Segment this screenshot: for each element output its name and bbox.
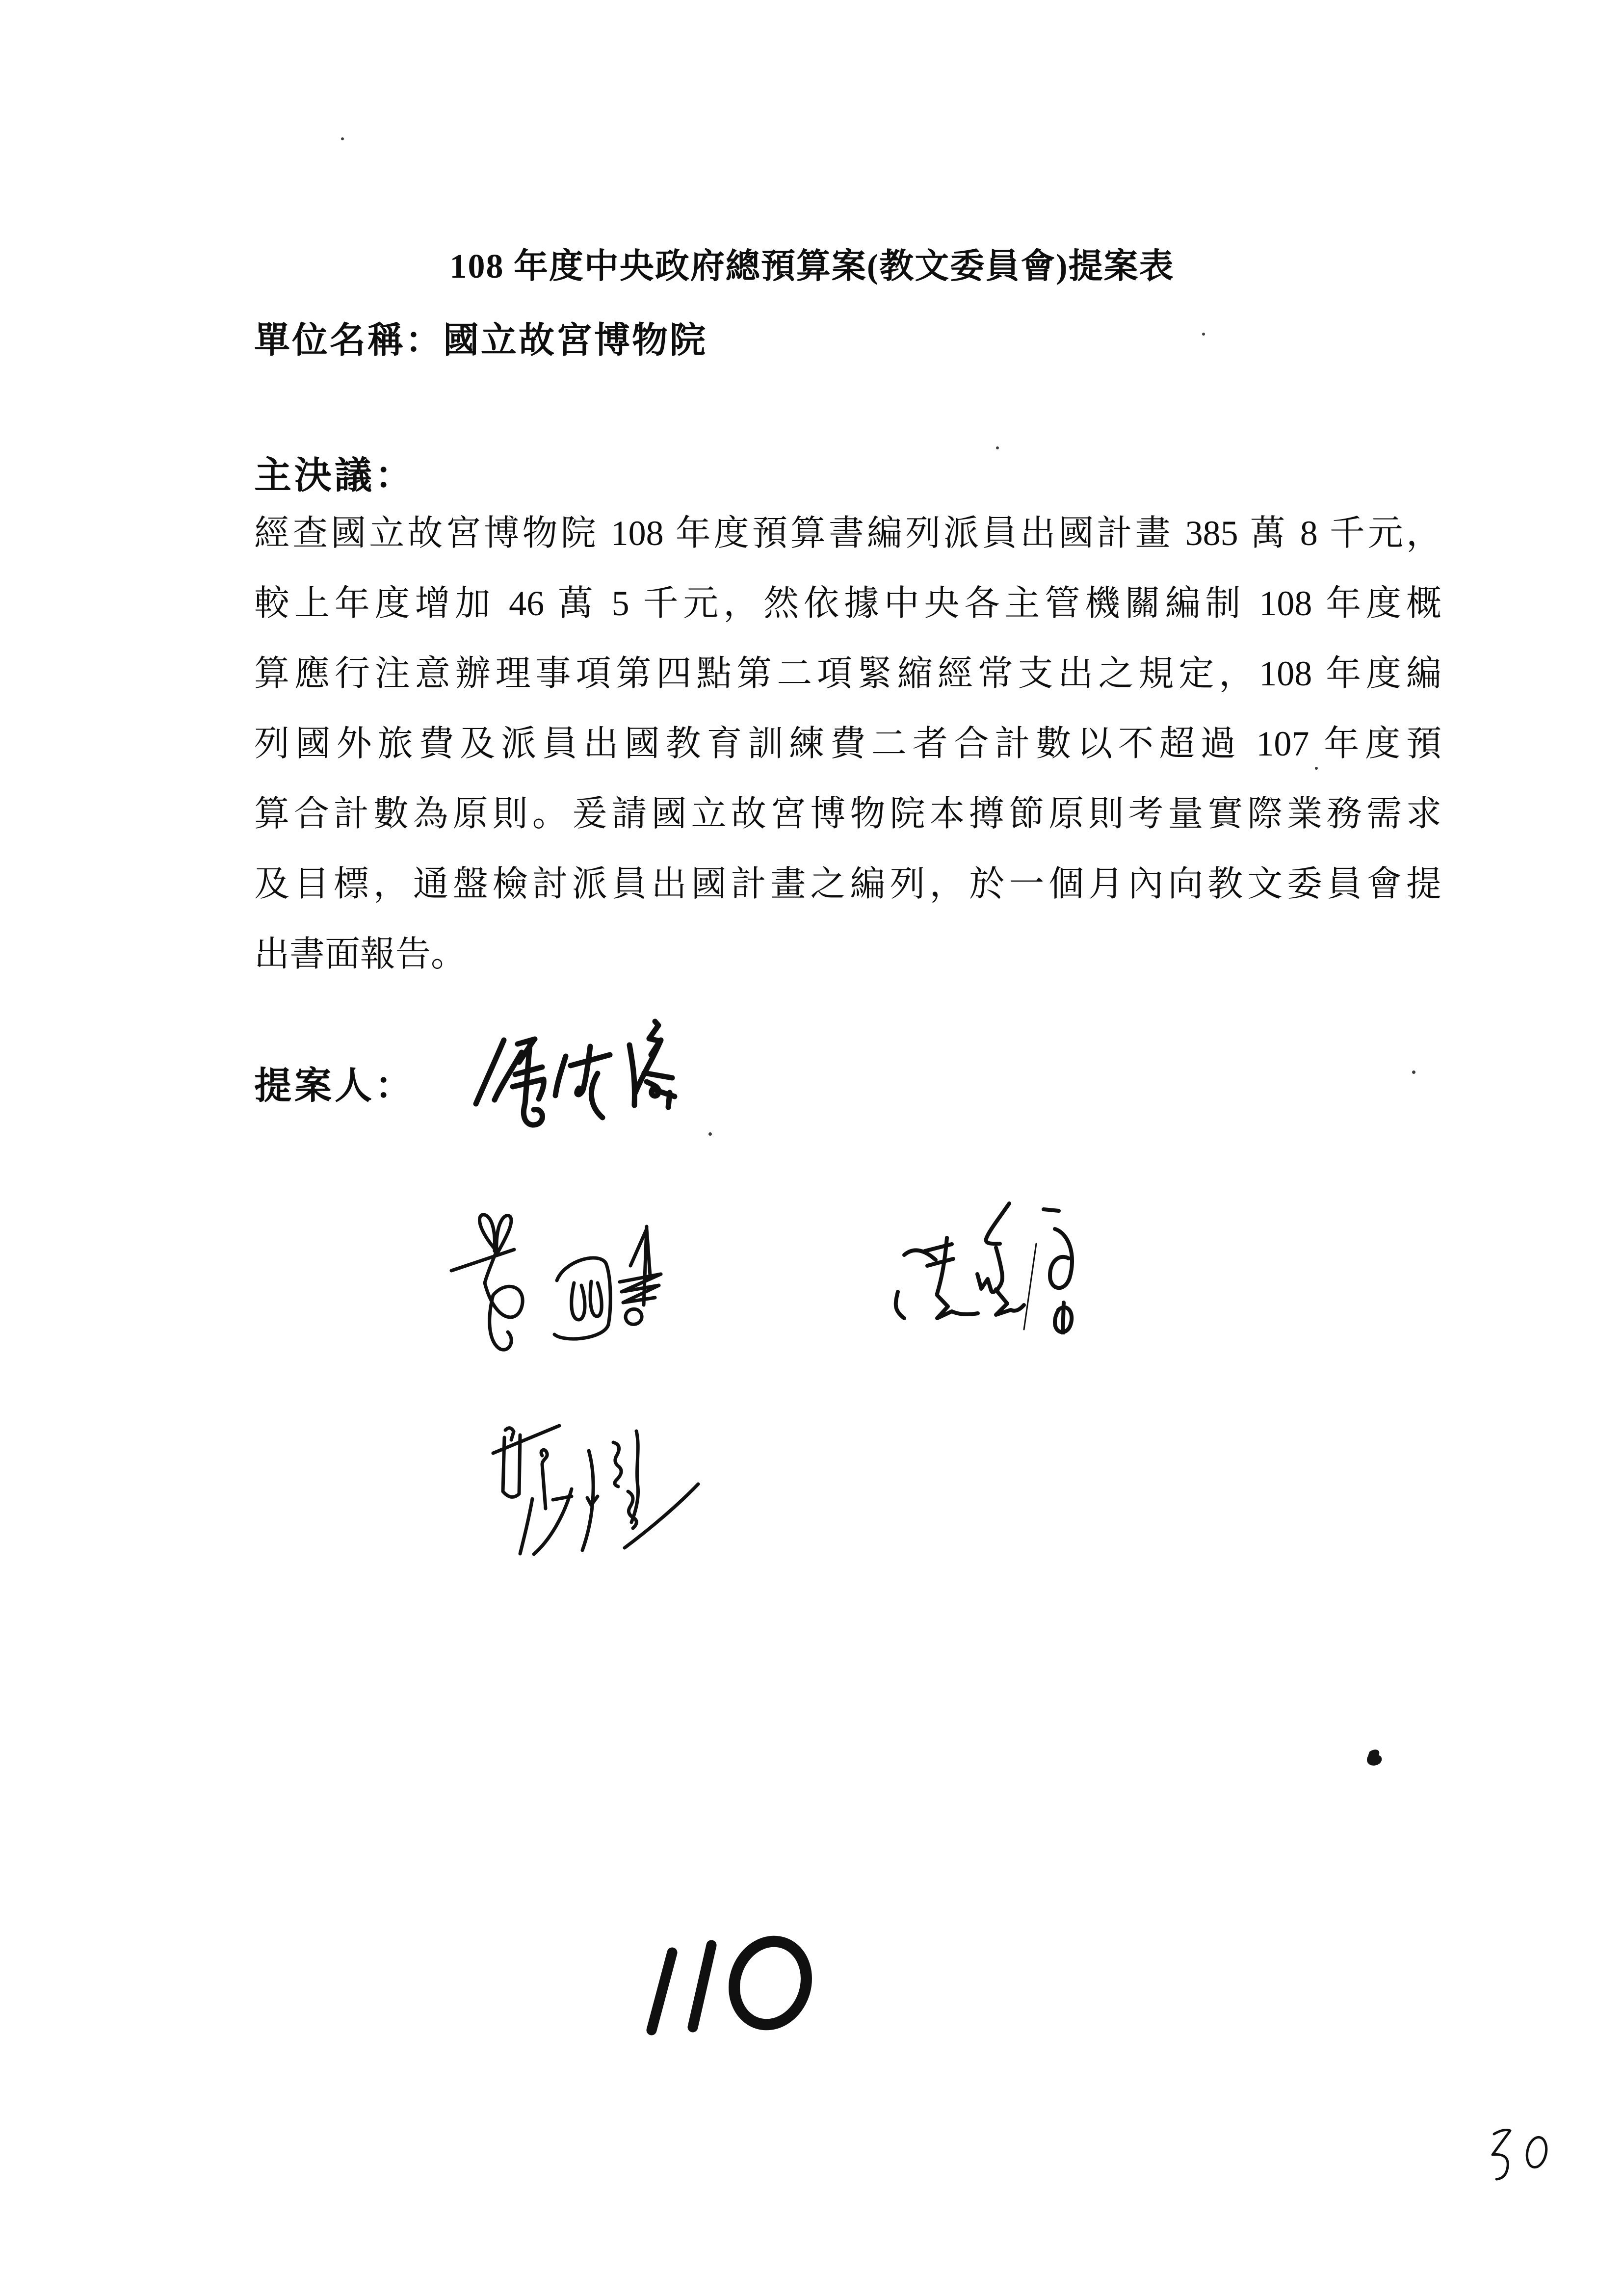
handwritten-digits-icon [633,1933,829,2046]
signature-su-chiao-hui [486,1413,711,1565]
resolution-heading: 主決議： [254,455,415,496]
signature-chung-chia-pin [471,1011,697,1138]
ink-blot-icon [1364,1747,1388,1771]
body-line-7: 出書面報告。 [254,935,467,974]
scan-speck [1412,1070,1415,1074]
body-line-6: 及目標，通盤檢討派員出國計畫之編列，於一個月內向教文委員會提 [254,864,1441,904]
signature-handwriting-icon [442,1192,756,1359]
body-line-5: 算合計數為原則。爰請國立故宮博物院本撙節原則考量實際業務需求 [254,794,1441,834]
body-line-3: 算應行注意辦理事項第四點第二項緊縮經常支出之規定，108 年度編 [254,654,1441,693]
proposer-label: 提案人： [254,1066,415,1107]
signature-hung-tzu-yung [888,1197,1084,1334]
scan-speck [708,1132,712,1136]
handwritten-page-number [633,1933,829,2046]
scan-speck [341,137,344,140]
body-line-2: 較上年度增加 46 萬 5 千元，然依據中央各主管機關編制 108 年度概 [254,584,1441,623]
signature-handwriting-icon [888,1197,1084,1334]
handwritten-corner-number [1482,2124,1560,2193]
body-line-1: 經查國立故宮博物院 108 年度預算書編列派員出國計畫 385 萬 8 千元， [254,514,1441,553]
scan-speck [1315,767,1318,770]
body-line-4: 列國外旅費及派員出國教育訓練費二者合計數以不超過 107 年度預 [254,724,1441,763]
scan-speck [996,446,999,449]
unit-name-line: 單位名稱：國立故宮博物院 [254,320,707,360]
signature-handwriting-icon [471,1011,697,1138]
scan-speck [1202,333,1205,336]
page-title: 108 年度中央政府總預算案(教文委員會)提案表 [449,248,1175,286]
signature-handwriting-icon [486,1413,711,1565]
ink-blot [1364,1747,1388,1774]
signature-huang-kuo-shu [442,1192,756,1359]
handwritten-digits-icon [1482,2124,1560,2193]
